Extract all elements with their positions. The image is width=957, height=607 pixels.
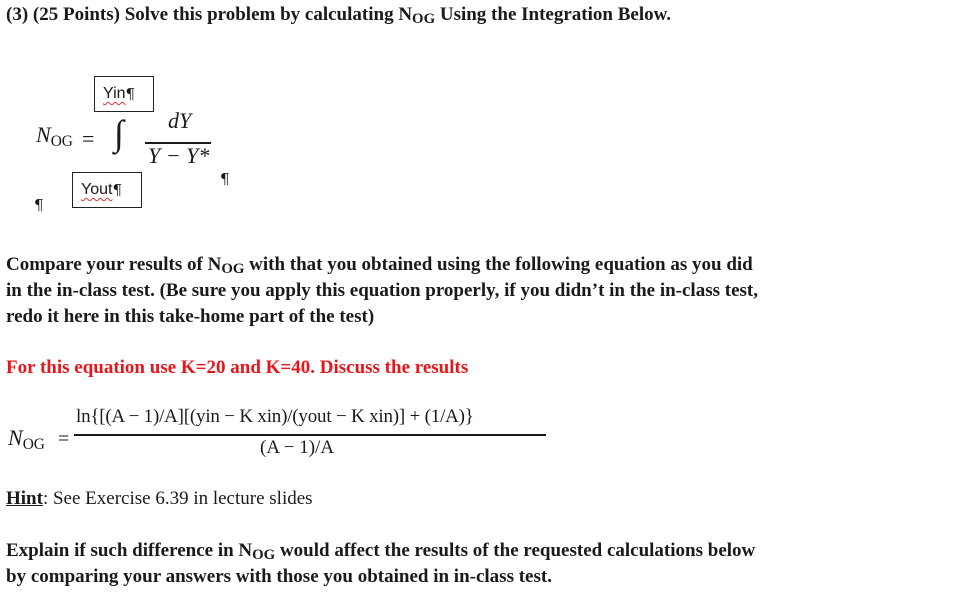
explain-subscript: OG — [252, 546, 276, 563]
equation-denominator: (A − 1)/A — [260, 437, 335, 458]
equals-sign-2: = — [58, 428, 70, 450]
integral-sign: ∫ — [114, 113, 124, 153]
pilcrow-mark: ¶ — [125, 85, 136, 103]
compare-line-2: in the in-class test. (Be sure you apply this equation properly, if you didn’t in the in-class test, — [6, 280, 758, 301]
explain-text-b: would affect the results of the requested calculations below — [275, 540, 756, 561]
title-rest: Using the Integration Below. — [435, 4, 672, 25]
explain-text-a: Explain if such difference in N — [6, 540, 253, 561]
compare-text-a: Compare your results of N — [6, 254, 222, 275]
lower-limit-text: Yout — [81, 181, 113, 198]
nog-letter: N — [36, 122, 51, 147]
pilcrow-mark: ¶ — [220, 170, 230, 188]
title-subscript: OG — [412, 10, 436, 27]
hint-label: Hint — [6, 488, 43, 509]
integrand-denominator: Y − Y* — [148, 143, 210, 168]
nog2-letter: N — [8, 425, 23, 450]
equals-sign: = — [82, 126, 95, 151]
lower-limit-box — [72, 172, 142, 208]
nog-subscript: OG — [50, 132, 73, 150]
integrand-numerator: dY — [168, 108, 192, 133]
nog2-subscript: OG — [22, 435, 45, 453]
equation-numerator: ln{[(A − 1)/A][(yin − K xin)/(yout − K xin)] + (1/A)} — [76, 406, 474, 427]
compare-text-b: with that you obtained using the following equation as you did — [244, 254, 753, 275]
upper-limit-box — [94, 76, 154, 112]
problem-title — [6, 4, 671, 26]
title-text: (3) (25 Points) Solve this problem by calculating N — [6, 4, 413, 25]
pilcrow-mark: ¶ — [112, 181, 122, 199]
explain-line-2: by comparing your answers with those you obtained in in-class test. — [6, 566, 552, 587]
nog-symbol-2 — [8, 425, 45, 451]
compare-line-3: redo it here in this take-home part of the test) — [6, 306, 375, 327]
compare-line-1 — [6, 252, 753, 279]
hint-text: : See Exercise 6.39 in lecture slides — [42, 488, 313, 509]
hint-line — [6, 486, 313, 512]
red-instruction: For this equation use K=20 and K=40. Discuss the results — [6, 357, 469, 378]
pilcrow-mark: ¶ — [34, 196, 44, 214]
equation-fraction-bar — [74, 434, 546, 436]
nog-symbol — [36, 122, 73, 148]
explain-line-1 — [6, 538, 755, 565]
compare-subscript: OG — [221, 260, 245, 277]
upper-limit-text: Yin — [103, 85, 126, 102]
